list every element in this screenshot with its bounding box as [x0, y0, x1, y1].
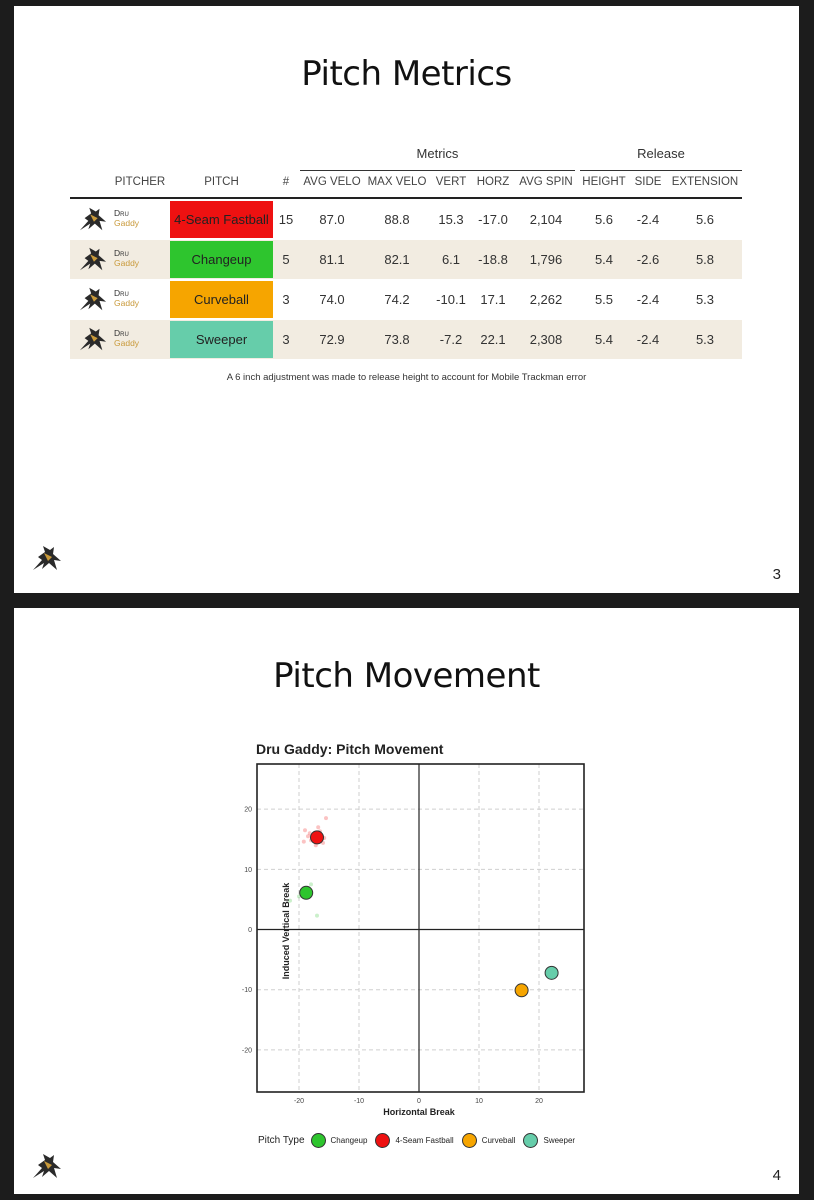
cell-vert: 15.3	[438, 212, 464, 227]
pitcher-logo	[76, 325, 110, 353]
cell-count: 3	[282, 292, 290, 307]
legend-item-sweeper	[523, 1133, 575, 1148]
plot-background	[257, 764, 584, 1092]
table-row	[70, 200, 742, 239]
pitcher-last-name: Gaddy	[114, 298, 140, 308]
cell-horz: -17.0	[478, 212, 508, 227]
header-rule	[70, 197, 742, 199]
pitch-mean-changeup	[300, 886, 313, 899]
legend-label: Sweeper	[543, 1135, 576, 1145]
metrics-group-rule	[300, 170, 575, 171]
pitch-point-4-seam-fastball	[324, 816, 328, 820]
x-tick-label: -10	[353, 1098, 365, 1105]
cell-extension: 5.3	[695, 332, 715, 347]
slide-pitch-metrics	[14, 6, 799, 593]
pitcher-name	[114, 248, 139, 268]
cell-pitch: Sweeper	[170, 321, 273, 358]
page-number: 3	[772, 566, 781, 583]
cell-height: 5.6	[594, 212, 614, 227]
pitcher-name	[114, 208, 139, 228]
col-header-horz: HORZ	[476, 176, 510, 188]
chart-legend	[258, 1132, 583, 1148]
slide-pitch-movement	[14, 608, 799, 1194]
pitch-point-changeup	[315, 914, 319, 918]
team-logo	[30, 543, 64, 573]
table-row	[70, 320, 742, 359]
legend-swatch	[523, 1133, 538, 1148]
pitcher-logo	[76, 285, 110, 313]
cell-max-velo: 73.8	[384, 332, 410, 347]
pitcher-first-name: Dru	[114, 208, 129, 218]
slide-title: Pitch Metrics	[301, 54, 512, 94]
cell-avg-spin: 1,796	[529, 252, 563, 267]
cell-vert: -7.2	[439, 332, 463, 347]
cell-avg-spin: 2,104	[529, 212, 563, 227]
pitcher-first-name: Dru	[114, 328, 129, 338]
x-tick-label: 20	[535, 1098, 543, 1105]
x-tick-label: 0	[417, 1098, 421, 1105]
pitch-point-4-seam-fastball	[302, 840, 306, 844]
team-logo	[30, 1151, 64, 1181]
y-tick-label: 0	[248, 927, 252, 935]
col-header-avg-spin: AVG SPIN	[519, 176, 573, 188]
cell-count: 5	[282, 252, 290, 267]
chart-title: Dru Gaddy: Pitch Movement	[256, 741, 444, 757]
cell-horz: 22.1	[480, 332, 506, 347]
pitch-mean-sweeper	[545, 966, 558, 979]
pitcher-last-name: Gaddy	[114, 258, 140, 268]
cell-horz: 17.1	[480, 292, 506, 307]
col-header-avg-velo: AVG VELO	[303, 176, 361, 188]
cell-height: 5.4	[594, 252, 614, 267]
x-axis-label: Horizontal Break	[383, 1107, 455, 1117]
cell-avg-velo: 72.9	[319, 332, 345, 347]
cell-count: 15	[278, 212, 294, 227]
pitch-mean-4-seam-fastball	[311, 831, 324, 844]
col-header-height: HEIGHT	[582, 176, 626, 188]
cell-avg-velo: 74.0	[319, 292, 345, 307]
cell-pitch: Changeup	[170, 241, 273, 278]
cell-avg-velo: 81.1	[319, 252, 345, 267]
footnote: A 6 inch adjustment was made to release height to account for Mobile Trackman error	[226, 372, 587, 383]
legend-label: Changeup	[330, 1135, 368, 1145]
slide-title: Pitch Movement	[273, 656, 540, 696]
col-header-extension: EXTENSION	[671, 176, 739, 188]
cell-max-velo: 88.8	[384, 212, 410, 227]
cell-extension: 5.6	[695, 212, 715, 227]
col-header-count: #	[282, 176, 290, 188]
legend-label: Curveball	[481, 1135, 516, 1145]
cell-side: -2.4	[636, 212, 660, 227]
cell-height: 5.4	[594, 332, 614, 347]
x-tick-label: 10	[475, 1098, 483, 1105]
cell-avg-velo: 87.0	[319, 212, 345, 227]
cell-side: -2.4	[636, 292, 660, 307]
pitcher-logo	[76, 245, 110, 273]
cell-side: -2.4	[636, 332, 660, 347]
col-header-vert: VERT	[435, 176, 467, 188]
legend-item-changeup	[311, 1133, 368, 1148]
table-row	[70, 280, 742, 319]
pitch-point-changeup	[309, 882, 313, 886]
cell-avg-spin: 2,262	[529, 292, 563, 307]
cell-height: 5.5	[594, 292, 614, 307]
cell-avg-spin: 2,308	[529, 332, 563, 347]
cell-max-velo: 74.2	[384, 292, 410, 307]
cell-side: -2.6	[636, 252, 660, 267]
y-tick-label: -10	[241, 987, 252, 995]
y-tick-label: 20	[244, 806, 252, 814]
legend-label: 4-Seam Fastball	[395, 1135, 454, 1145]
pitcher-name	[114, 328, 139, 348]
pitcher-first-name: Dru	[114, 248, 129, 258]
legend-item-curveball	[462, 1133, 516, 1148]
legend-swatch	[375, 1133, 390, 1148]
legend-swatch	[311, 1133, 326, 1148]
cell-pitch: 4-Seam Fastball	[170, 201, 273, 238]
y-tick-label: -20	[241, 1047, 252, 1055]
metrics-group-header: Metrics	[416, 146, 459, 161]
pitcher-first-name: Dru	[114, 288, 129, 298]
release-group-rule	[580, 170, 742, 171]
legend-title: Pitch Type	[258, 1134, 305, 1146]
cell-pitch: Curveball	[170, 281, 273, 318]
x-tick-label: -20	[293, 1098, 305, 1105]
cell-max-velo: 82.1	[384, 252, 410, 267]
y-tick-label: 10	[244, 866, 252, 874]
release-group-header: Release	[637, 146, 685, 161]
cell-vert: 6.1	[441, 252, 461, 267]
pitcher-logo	[76, 205, 110, 233]
col-header-max-velo: MAX VELO	[367, 176, 427, 188]
cell-vert: -10.1	[436, 292, 466, 307]
page-number: 4	[772, 1167, 781, 1184]
col-header-pitcher: PITCHER	[114, 176, 166, 188]
pitcher-last-name: Gaddy	[114, 218, 140, 228]
y-axis-label: Induced Vertical Break	[281, 882, 291, 980]
col-header-pitch: PITCH	[204, 176, 239, 188]
pitch-point-4-seam-fastball	[303, 828, 307, 832]
legend-swatch	[462, 1133, 477, 1148]
cell-extension: 5.3	[695, 292, 715, 307]
table-row	[70, 240, 742, 279]
col-header-side: SIDE	[634, 176, 662, 188]
cell-extension: 5.8	[695, 252, 715, 267]
pitch-point-4-seam-fastball	[316, 825, 320, 829]
cell-count: 3	[282, 332, 290, 347]
legend-item-4-seam-fastball	[375, 1133, 453, 1148]
cell-horz: -18.8	[478, 252, 508, 267]
pitcher-last-name: Gaddy	[114, 338, 140, 348]
pitch-mean-curveball	[515, 984, 528, 997]
pitcher-name	[114, 288, 139, 308]
